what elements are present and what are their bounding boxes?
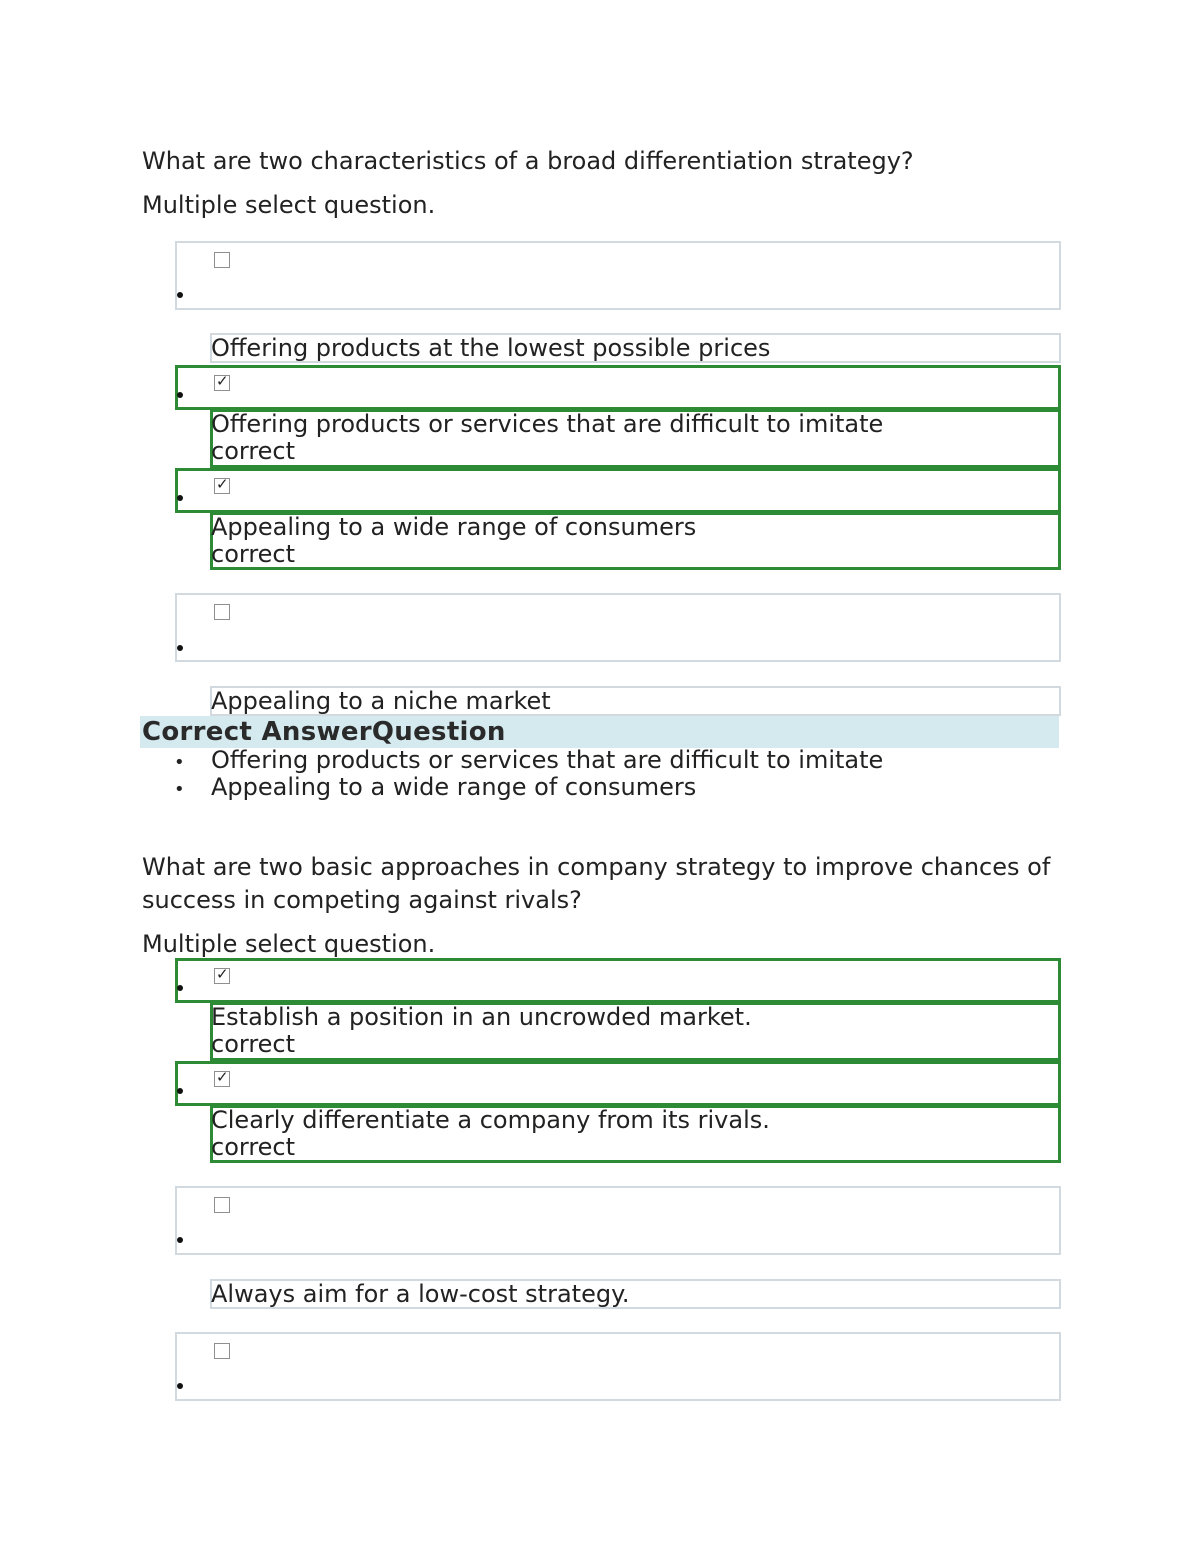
- q1-option-2-checkbox[interactable]: [214, 372, 230, 391]
- question-2-type-label: Multiple select question.: [142, 930, 436, 958]
- bullet-dot-icon: [177, 645, 183, 651]
- q1-option-2-label: Offering products or services that are difficult to imitate: [211, 410, 884, 438]
- q1-option-1-checkbox[interactable]: [214, 252, 230, 268]
- q2-option-2-status: correct: [211, 1133, 296, 1161]
- correct-answer-item: [174, 747, 883, 776]
- q1-option-3-label: Appealing to a wide range of consumers: [211, 513, 697, 541]
- checkmark-icon: ✓: [216, 1068, 229, 1086]
- question-1-type-label: Multiple select question.: [142, 191, 436, 219]
- question-2-prompt-line-1: What are two basic approaches in company strategy to improve chances of: [142, 853, 1051, 881]
- q1-option-2-checkbox-row[interactable]: [175, 365, 1061, 410]
- bullet-dot-icon: [177, 1088, 183, 1094]
- q1-option-4-checkbox-row[interactable]: [175, 593, 1061, 662]
- bullet-dot-icon: [177, 495, 183, 501]
- q1-option-4-checkbox[interactable]: [214, 604, 230, 620]
- q2-option-1-status: correct: [211, 1030, 296, 1058]
- q2-option-4-checkbox-row[interactable]: [175, 1332, 1061, 1401]
- bullet-dot-icon: [177, 292, 183, 298]
- q1-option-3-status: correct: [211, 540, 296, 568]
- question-1-prompt: What are two characteristics of a broad differentiation strategy?: [142, 147, 914, 175]
- q2-option-3-label: Always aim for a low-cost strategy.: [211, 1280, 630, 1308]
- q1-option-1-label: Offering products at the lowest possible prices: [211, 334, 771, 362]
- bullet-dot-icon: [177, 985, 183, 991]
- correct-answer-banner: [140, 716, 1059, 748]
- correct-answer-item: [174, 774, 696, 803]
- bullet-icon: •: [174, 752, 185, 773]
- correct-answer-text: Offering products or services that are difficult to imitate: [211, 746, 884, 774]
- q2-option-3-checkbox[interactable]: [214, 1197, 230, 1213]
- q2-option-1-checkbox[interactable]: [214, 965, 230, 984]
- q2-option-2-label: Clearly differentiate a company from its rivals.: [211, 1106, 770, 1134]
- q1-option-3-checkbox[interactable]: [214, 475, 230, 494]
- bullet-icon: •: [174, 779, 185, 800]
- correct-answer-heading: Correct AnswerQuestion: [142, 717, 506, 747]
- q2-option-3-checkbox-row[interactable]: [175, 1186, 1061, 1255]
- checkmark-icon: ✓: [216, 475, 229, 493]
- bullet-dot-icon: [177, 1237, 183, 1243]
- q1-option-2-status: correct: [211, 437, 296, 465]
- q1-option-3-checkbox-row[interactable]: [175, 468, 1061, 513]
- q2-option-2-checkbox[interactable]: [214, 1068, 230, 1087]
- q2-option-4-checkbox[interactable]: [214, 1343, 230, 1359]
- checkmark-icon: ✓: [216, 372, 229, 390]
- bullet-dot-icon: [177, 1383, 183, 1389]
- q2-option-1-label: Establish a position in an uncrowded market.: [211, 1003, 752, 1031]
- checkmark-icon: ✓: [216, 965, 229, 983]
- correct-answer-text: Appealing to a wide range of consumers: [211, 773, 697, 801]
- question-2-prompt-line-2: success in competing against rivals?: [142, 886, 582, 914]
- q2-option-1-checkbox-row[interactable]: [175, 958, 1061, 1003]
- q1-option-4-label: Appealing to a niche market: [211, 687, 551, 715]
- q1-option-1-checkbox-row[interactable]: [175, 241, 1061, 310]
- q2-option-2-checkbox-row[interactable]: [175, 1061, 1061, 1106]
- bullet-dot-icon: [177, 392, 183, 398]
